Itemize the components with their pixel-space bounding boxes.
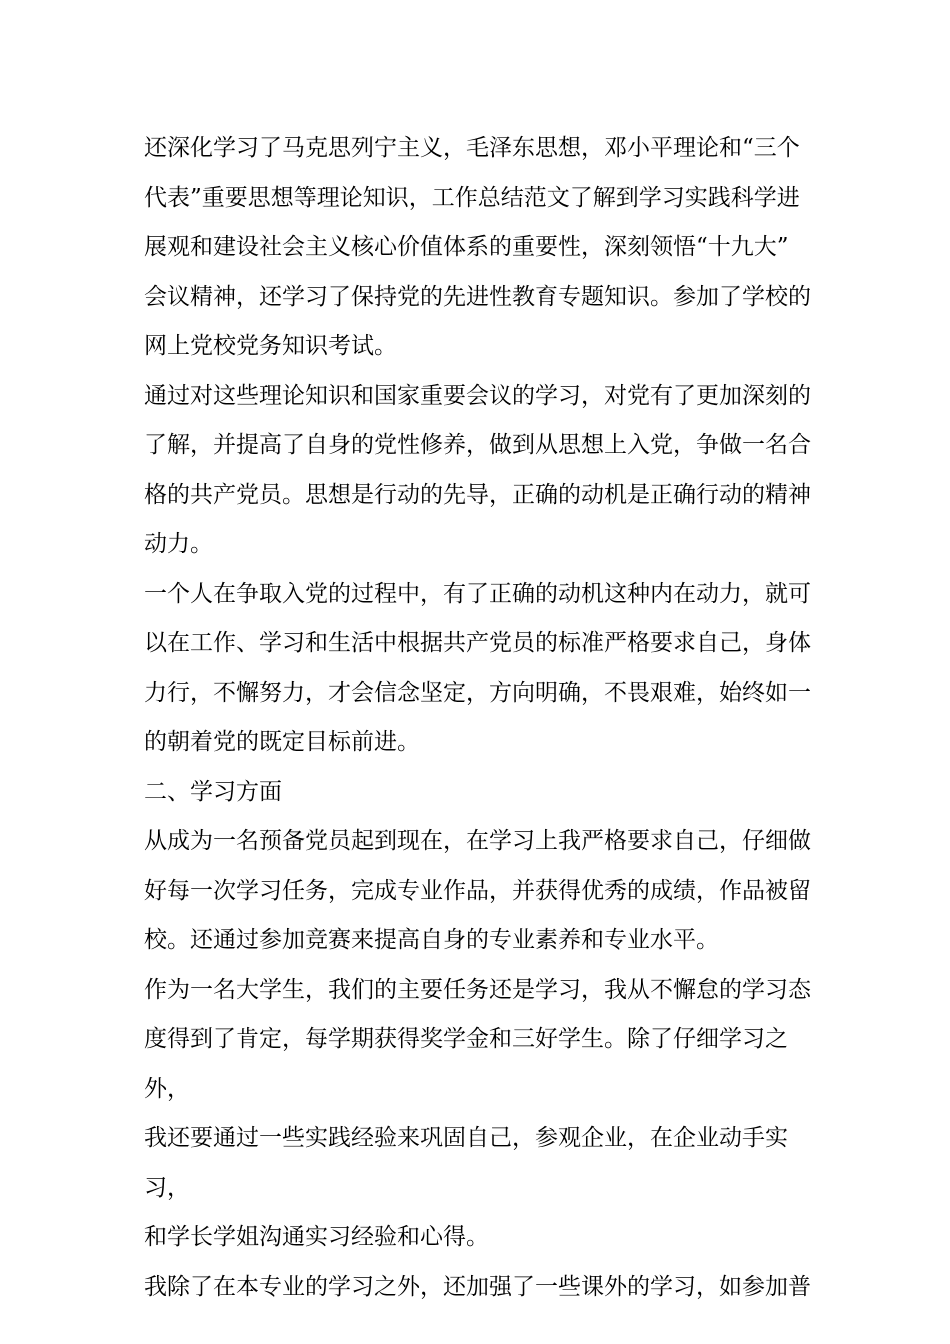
paragraph-motivation: 一个人在争取入党的过程中，有了正确的动机这种内在动力，就可 以在工作、学习和生活中根据共产党员的标准严格要求自己，身体 力行，不懈努力，才会信念坚定，方向明确，不畏艰难，始终如一 的朝着党的既定目标前进。 — [144, 580, 811, 755]
paragraph-theory-study: 还深化学习了马克思列宁主义，毛泽东思想，邓小平理论和“三个 代表”重要思想等理论知识，工作总结范文了解到学习实践科学进 展观和建设社会主义核心价值体系的重要性，深刻领悟“十九大” 会议精神，还学习了保持党的先进性教育专题知识。参加了学校的 网上党校党务知识考试。 — [144, 135, 811, 359]
document-body — [144, 124, 812, 1312]
paragraph-party-understanding: 通过对这些理论知识和国家重要会议的学习，对党有了更加深刻的 了解，并提高了自身的党性修养，做到从思想上入党，争做一名合 格的共产党员。思想是行动的先导，正确的动机是正确行动的精神 动力。 — [144, 382, 811, 557]
paragraph-study-requirements: 从成为一名预备党员起到现在，在学习上我严格要求自己，仔细做 好每一次学习任务，完成专业作品，并获得优秀的成绩，作品被留 校。还通过参加竞赛来提高自身的专业素养和专业水平。 — [144, 828, 811, 953]
paragraph-extracurricular: 我除了在本专业的学习之外，还加强了一些课外的学习，如参加普 — [144, 1273, 811, 1300]
section-heading-study: 二、学习方面 — [144, 778, 282, 805]
paragraph-student-tasks: 作为一名大学生，我们的主要任务还是学习，我从不懈怠的学习态 度得到了肯定，每学期获得奖学金和三好学生。除了仔细学习之外， 我还要通过一些实践经验来巩固自己，参观企业，在企业动手实习， 和学长学姐沟通实习经验和心得。 — [144, 976, 811, 1250]
